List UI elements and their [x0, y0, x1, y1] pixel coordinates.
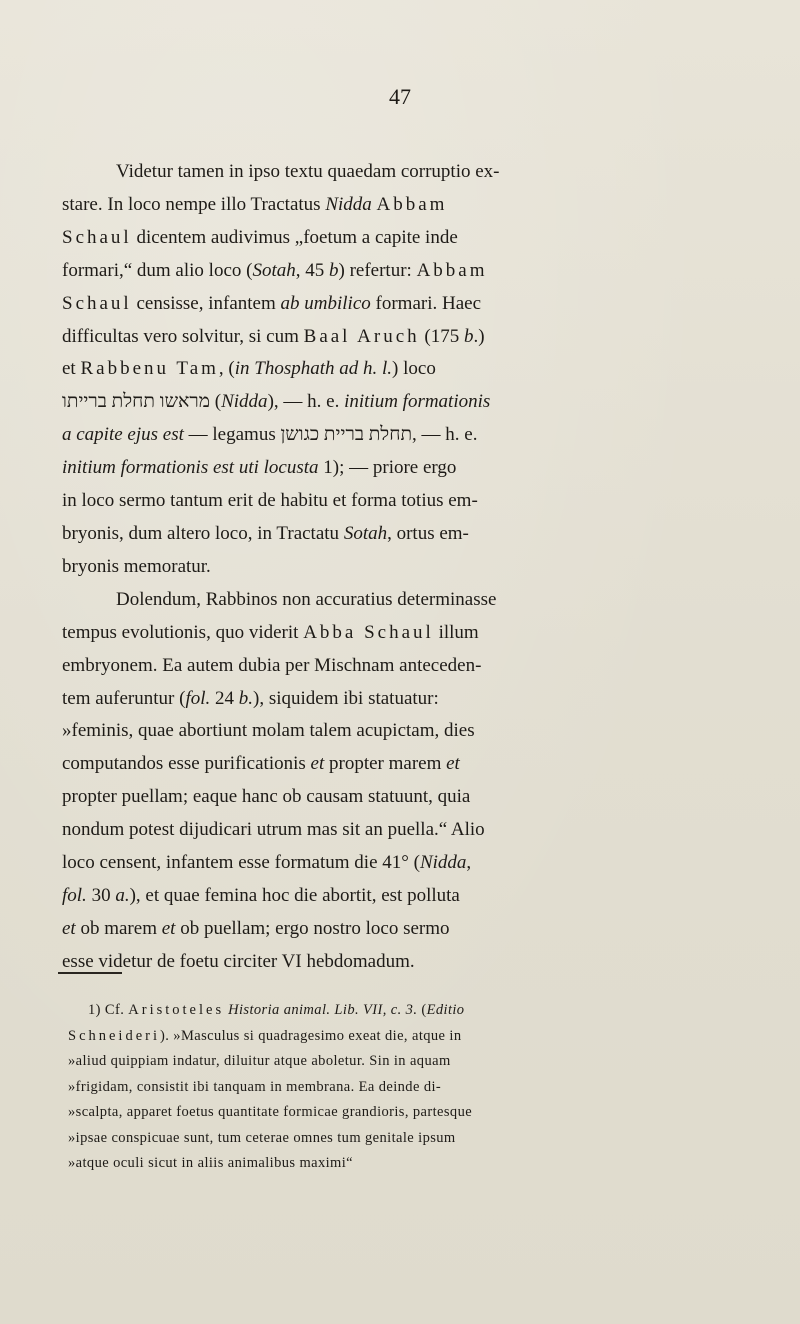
text-run: »feminis, quae abortiunt molam talem acupictam, dies: [62, 720, 475, 742]
text-run: »aliud quippiam indatur, diluitur atque aboletur. Sin in aquam: [68, 1053, 451, 1069]
footnote: [68, 998, 758, 1177]
text-run: »atque oculi sicut in aliis animalibus maximi“: [68, 1155, 353, 1171]
text-run: stare. In loco nempe illo Tractatus: [62, 193, 326, 215]
italic-run: Sotah: [252, 259, 296, 281]
text-run: tem auferuntur (: [62, 687, 186, 709]
text-run: in loco sermo tantum erit de habitu et forma totius em-: [62, 490, 478, 512]
footnote-line: [68, 1075, 758, 1101]
text-run: (175: [419, 325, 464, 347]
text-line: [62, 189, 762, 222]
text-run: מראשו תחלת ברייתו (: [62, 391, 222, 413]
text-run: ,: [466, 852, 472, 874]
text-run: ob puellam; ergo nostro loco sermo: [175, 917, 450, 939]
text-line: [62, 386, 762, 419]
text-run: et: [62, 358, 81, 380]
text-line: [62, 584, 762, 617]
italic-run: Nidda: [325, 193, 372, 215]
footnote-line: [68, 1100, 758, 1126]
spaced-name: Schneideri: [68, 1027, 161, 1044]
text-run: ) refertur:: [338, 259, 417, 281]
text-line: [62, 683, 762, 716]
text-run: formari. Haec: [370, 292, 482, 314]
text-run: computandos esse purificationis: [62, 753, 311, 775]
italic-run: fol.: [62, 884, 87, 906]
text-run: propter marem: [324, 753, 447, 775]
text-run: formari,“ dum alio loco (: [62, 259, 253, 281]
text-run: ), siquidem ibi statuatur:: [253, 687, 439, 709]
main-text: [62, 156, 762, 979]
italic-run: et: [161, 917, 176, 939]
text-run: , ortus em-: [387, 522, 469, 544]
text-run: 30: [86, 884, 116, 906]
text-run: ), et quae femina hoc die abortit, est polluta: [129, 884, 460, 906]
text-line: [62, 419, 762, 452]
text-line: [62, 781, 762, 814]
italic-run: b.: [238, 687, 254, 709]
spaced-name: Aristoteles: [128, 1002, 225, 1018]
text-run: , (: [218, 358, 235, 380]
italic-run: Sotah: [343, 522, 388, 544]
text-run: propter puellam; eaque hanc ob causam statuunt, quia: [62, 786, 471, 808]
text-line: [62, 847, 762, 880]
text-line: [62, 814, 762, 847]
text-run: (: [417, 1002, 427, 1018]
footnote-line: [68, 998, 758, 1024]
text-line: [62, 748, 762, 781]
text-run: — legamus תחלת בריית כגושן, — h. e.: [183, 424, 478, 446]
text-line: [62, 551, 762, 584]
text-run: loco censent, infantem esse formatum die 41° (: [62, 852, 420, 874]
text-run: bryonis memoratur.: [62, 555, 211, 577]
text-run: difficultas vero solvitur, si cum: [62, 325, 304, 347]
text-run: Dolendum, Rabbinos non accuratius determinasse: [116, 588, 497, 610]
italic-run: et: [446, 753, 460, 775]
italic-run: et: [62, 917, 76, 939]
text-run: bryonis, dum altero loco, in Tractatu: [62, 522, 344, 544]
spaced-name: Rabbenu Tam: [80, 358, 219, 380]
italic-run: Nidda: [221, 391, 268, 413]
text-run: »frigidam, consistit ibi tanquam in membrana. Ea deinde di-: [68, 1078, 442, 1095]
text-line: [62, 321, 762, 354]
text-run: ) loco: [392, 358, 436, 380]
footnote-divider: [58, 972, 122, 974]
text-line: [62, 650, 762, 683]
text-run: illum: [433, 621, 479, 643]
italic-run: Historia animal. Lib. VII, c. 3.: [228, 1002, 418, 1018]
italic-run: et: [310, 753, 325, 775]
footnote-line: [68, 1126, 758, 1152]
text-run: dicentem audivimus „foetum a capite inde: [131, 226, 458, 248]
italic-run: Editio: [426, 1002, 465, 1018]
italic-run: b: [463, 325, 474, 347]
text-line: [62, 518, 762, 551]
text-line: [62, 452, 762, 485]
spaced-name: Schaul: [62, 226, 132, 248]
text-line: [62, 715, 762, 748]
text-run: tempus evolutionis, quo viderit: [62, 621, 304, 643]
text-line: [62, 617, 762, 650]
text-line: [62, 156, 762, 189]
italic-run: a.: [115, 884, 130, 906]
text-line: [62, 880, 762, 913]
italic-run: fol.: [185, 687, 211, 709]
text-run: ob marem: [75, 917, 162, 939]
text-run: »ipsae conspicuae sunt, tum ceterae omnes tum genitale ipsum: [68, 1129, 456, 1146]
footnote-line: [68, 1024, 758, 1050]
text-run: ), — h. e.: [267, 391, 345, 413]
text-run: censisse, infantem: [131, 292, 281, 314]
text-line: [62, 946, 762, 979]
footnote-line: [68, 1049, 758, 1075]
text-run: embryonem. Ea autem dubia per Mischnam anteceden-: [62, 654, 482, 676]
text-run: Videtur tamen in ipso textu quaedam corruptio ex-: [116, 161, 500, 182]
text-line: [62, 222, 762, 255]
text-run: »scalpta, apparet foetus quantitate formicae grandioris, partesque: [68, 1104, 473, 1120]
italic-run: ab umbilico: [280, 292, 371, 314]
italic-run: Nidda: [419, 852, 467, 874]
spaced-name: Baal Aruch: [303, 325, 420, 347]
spaced-name: Abbam: [416, 259, 488, 281]
text-run: ). »Masculus si quadragesimo exeat die, atque in: [160, 1027, 462, 1044]
text-line: [62, 913, 762, 946]
text-run: 1); — priore ergo: [318, 457, 457, 479]
spaced-name: Abba Schaul: [303, 621, 434, 643]
text-line: [62, 255, 762, 288]
italic-run: b: [329, 259, 339, 281]
page-number: 47: [389, 84, 411, 109]
text-run: , 45: [295, 259, 329, 281]
italic-run: initium formationis: [344, 391, 491, 413]
italic-run: a capite ejus est: [62, 424, 184, 446]
paragraph-2: [62, 584, 762, 979]
spaced-name: Schaul: [62, 292, 132, 314]
text-run: .): [473, 325, 485, 347]
text-run: esse videtur de foetu circiter VI hebdomadum.: [62, 950, 415, 972]
italic-run: in Thosphath ad h. l.: [234, 358, 393, 380]
text-line: [62, 353, 762, 386]
text-run: 24: [210, 687, 239, 709]
footnote-line: [68, 1151, 758, 1177]
text-line: [62, 288, 762, 321]
paragraph-1: [62, 156, 762, 584]
italic-run: initium formationis est uti locusta: [62, 457, 319, 479]
spaced-name: Abbam: [376, 193, 448, 215]
text-run: nondum potest dijudicari utrum mas sit an puella.“ Alio: [62, 819, 485, 841]
text-line: [62, 485, 762, 518]
text-run: 1) Cf.: [88, 1002, 129, 1018]
